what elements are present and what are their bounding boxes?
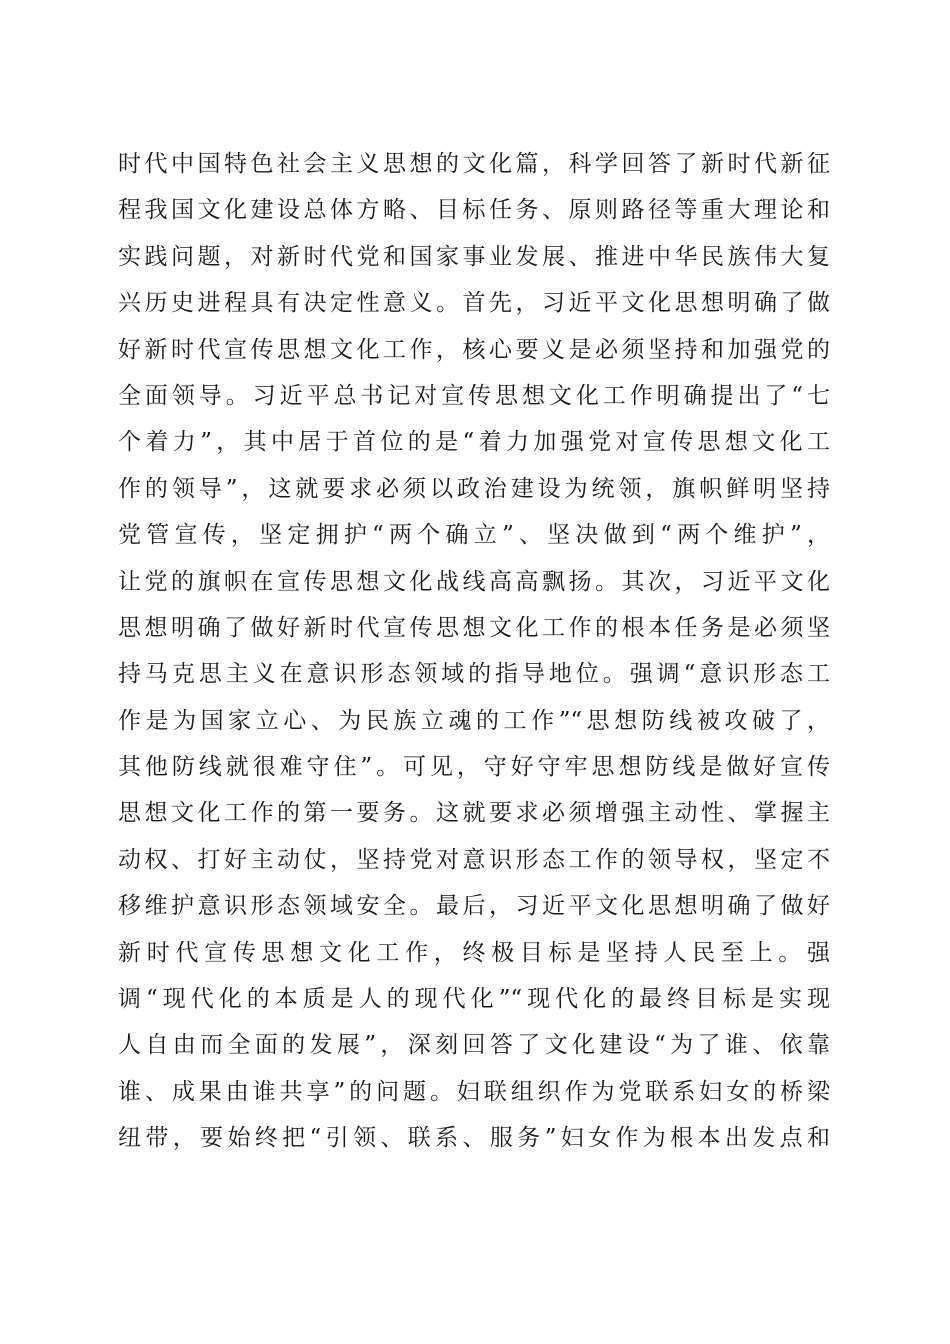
text-line: 持马克思主义在意识形态领域的指导地位。强调“意识形态工	[118, 661, 830, 688]
text-line: 全面领导。习近平总书记对宣传思想文化工作明确提出了“七	[118, 382, 830, 409]
text-line: 人自由而全面的发展”，深刻回答了文化建设“为了谁、依靠	[118, 1032, 830, 1059]
text-line: 思想明确了做好新时代宣传思想文化工作的根本任务是必须坚	[118, 614, 830, 641]
text-line: 个着力”，其中居于首位的是“着力加强党对宣传思想文化工	[118, 429, 830, 456]
text-line: 让党的旗帜在宣传思想文化战线高高飘扬。其次，习近平文化	[118, 568, 830, 595]
text-line: 时代中国特色社会主义思想的文化篇，科学回答了新时代新征	[118, 151, 830, 177]
text-line: 动权、打好主动仗，坚持党对意识形态工作的领导权，坚定不	[118, 846, 830, 873]
text-line: 作是为国家立心、为民族立魂的工作”“思想防线被攻破了，	[118, 707, 830, 734]
text-line: 程我国文化建设总体方略、目标任务、原则路径等重大理论和	[118, 197, 830, 224]
text-line: 新时代宣传思想文化工作，终极目标是坚持人民至上。强	[118, 939, 830, 966]
text-line: 其他防线就很难守住”。可见，守好守牢思想防线是做好宣传	[118, 754, 830, 781]
body-paragraph	[118, 141, 830, 1162]
text-line: 移维护意识形态领域安全。最后，习近平文化思想明确了做好	[118, 893, 830, 920]
text-line: 作的领导”，这就要求必须以政治建设为统领，旗帜鲜明坚持	[118, 475, 830, 502]
text-line: 党管宣传，坚定拥护“两个确立”、坚决做到“两个维护”，	[118, 522, 830, 549]
text-line: 实践问题，对新时代党和国家事业发展、推进中华民族伟大复	[118, 243, 830, 270]
text-line: 思想文化工作的第一要务。这就要求必须增强主动性、掌握主	[118, 800, 830, 827]
text-line: 纽带，要始终把“引领、联系、服务”妇女作为根本出发点和	[118, 1125, 830, 1152]
text-line: 好新时代宣传思想文化工作，核心要义是必须坚持和加强党的	[118, 336, 830, 363]
text-line: 谁、成果由谁共享”的问题。妇联组织作为党联系妇女的桥梁	[118, 1078, 830, 1105]
text-line: 调“现代化的本质是人的现代化”“现代化的最终目标是实现	[118, 986, 830, 1013]
text-line: 兴历史进程具有决定性意义。首先，习近平文化思想明确了做	[118, 290, 830, 317]
